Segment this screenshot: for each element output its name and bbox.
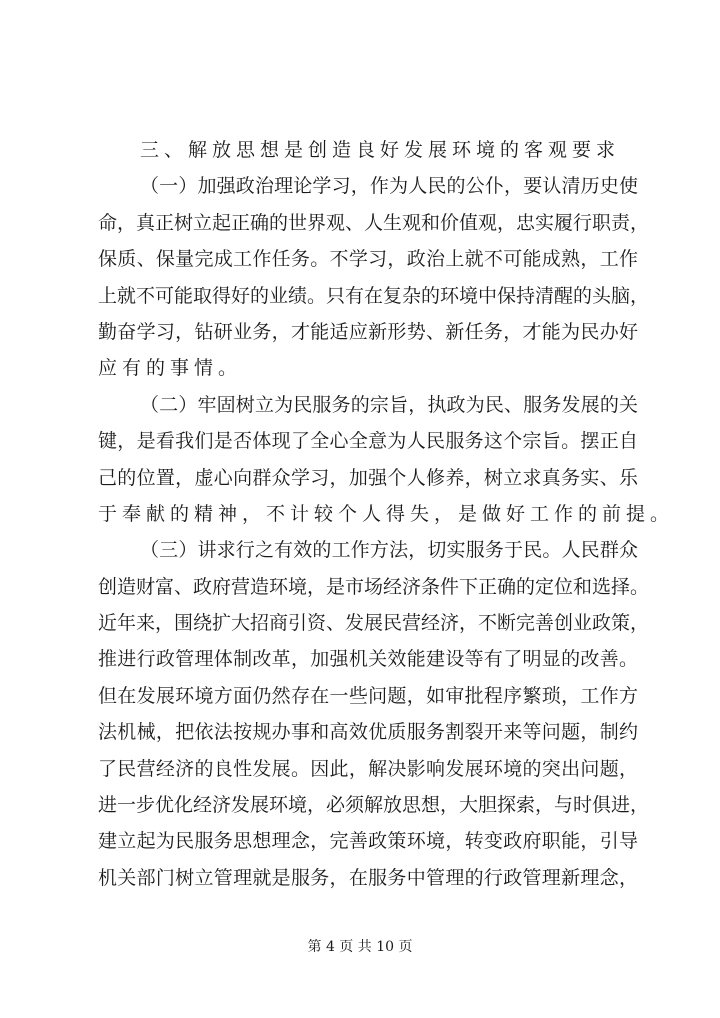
- text-line: 推进行政管理体制改革，加强机关效能建设等有了明显的改善。: [98, 648, 638, 671]
- text-line: 应有的事情。: [98, 357, 243, 380]
- text-line: 键，是看我们是否体现了全心全意为人民服务这个宗旨。摆正自: [98, 430, 638, 453]
- text-line: 于奉献的精神，不计较个人得失，是做好工作的前提。: [98, 502, 675, 525]
- text-line: 上就不可能取得好的业绩。只有在复杂的环境中保持清醒的头脑，: [98, 284, 650, 307]
- section-heading: [98, 132, 638, 168]
- text-line: （一）加强政治理论学习，作为人民的公仆，要认清历史使: [140, 175, 638, 198]
- text-line: 进一步优化经济发展环境，必须解放思想，大胆探索，与时俱进，: [98, 794, 650, 817]
- text-line: 法机械，把依法按规办事和高效优质服务割裂开来等问题，制约: [98, 721, 638, 744]
- text-line: 命，真正树立起正确的世界观、人生观和价值观，忠实履行职责，: [98, 211, 650, 234]
- text-line: 三、解放思想是创造良好发展环境的客观要求: [140, 139, 621, 161]
- text-line: 了民营经济的良性发展。因此，解决影响发展环境的突出问题，: [98, 757, 638, 780]
- text-line: 建立起为民服务思想理念，完善政策环境，转变政府职能，引导: [98, 830, 638, 853]
- paragraph: [98, 387, 675, 533]
- text-line: （二）牢固树立为民服务的宗旨，执政为民、服务发展的关: [140, 393, 638, 416]
- text-line: 己的位置，虚心向群众学习，加强个人修养，树立求真务实、乐: [98, 466, 638, 489]
- paragraph: [98, 532, 650, 896]
- paragraph: [98, 168, 650, 386]
- text-line: （三）讲求行之有效的工作方法，切实服务于民。人民群众: [140, 539, 638, 562]
- text-line: 近年来，围绕扩大招商引资、发展民营经济，不断完善创业政策，: [98, 612, 650, 635]
- text-line: 勤奋学习，钻研业务，才能适应新形势、新任务，才能为民办好: [98, 320, 638, 343]
- page-number-footer: 第 4 页 共 10 页: [307, 939, 413, 955]
- text-line: 机关部门树立管理就是服务，在服务中管理的行政管理新理念，: [98, 866, 638, 889]
- text-line: 但在发展环境方面仍然存在一些问题，如审批程序繁琐，工作方: [98, 684, 638, 707]
- text-line: 保质、保量完成工作任务。不学习，政治上就不可能成熟，工作: [98, 248, 638, 271]
- document-body: [98, 132, 675, 896]
- text-line: 创造财富、政府营造环境，是市场经济条件下正确的定位和选择。: [98, 575, 650, 598]
